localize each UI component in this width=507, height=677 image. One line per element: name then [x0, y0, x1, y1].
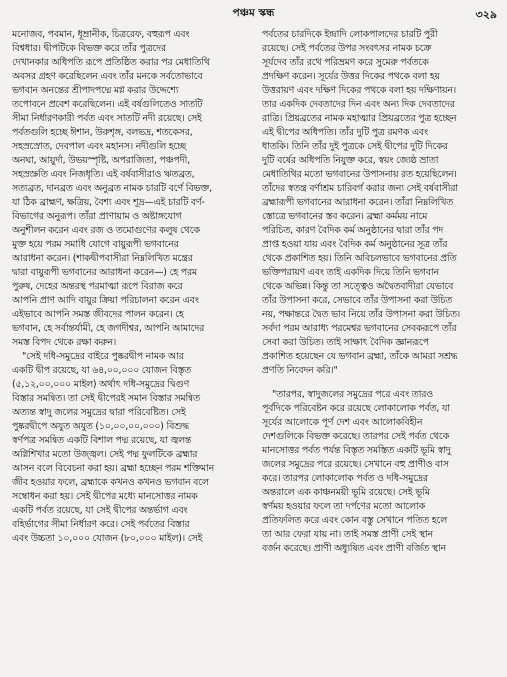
text-line: ভগবান, হে সর্বান্তর্যামী, হে জগদীশ্বর, আপনি আমাদের: [12, 323, 205, 334]
text-line: ভক্তিপরায়ণ এবং তাই একদিক দিয়ে তিনি ভগবান: [262, 267, 439, 278]
text-line: সম্বোধন করা হয়। সেই দ্বীপের মধ্যে মানসোত্তর নামক: [12, 491, 198, 502]
text-line: তাঁর উপাসনা করে, সেভাবে তাঁর উপাসনা করা উচিত: [262, 295, 453, 306]
text-line: রয়েছে। সেই পর্বতের উপর সংবৎসর নামক চক্রে: [262, 43, 432, 54]
text-line: প্রকাশিত হয়েছেন যে ভগবান ব্রহ্মা, তাঁকে আমরা সশ্রদ্ধ: [262, 351, 458, 362]
text-line: সহস্রস্রোত, দেবপাল এবং মহানস। নদীগুলি হচ্ছে: [12, 141, 186, 152]
text-line: ভগবান অনন্তের শ্রীপাদপদ্মে মগ্ন করার উদ্দেশ্যে: [12, 85, 179, 96]
text-line: এবং উচ্চতা ১০,০০০ যোজন (৮০,০০০ মাইল)। সেই: [12, 533, 203, 544]
text-line: অন্তরালে এক কাঞ্চনময়ী ভূমি রয়েছে। সেই ভূমি: [262, 487, 430, 498]
text-line: সহস্রস্রুতি এবং নিজধৃতি। এই বর্ষবাসীরাও ঋতব্রত,: [12, 169, 195, 180]
text-line: তা আর ফেরা যায় না। তাই সমস্ত প্রাণী সেই স্থান: [262, 529, 433, 540]
left-text-column: [12, 28, 244, 546]
text-line: মনোজব, পবমান, ধূম্রানীক, চিত্ররেফ, বহুরূপ এবং: [12, 29, 190, 40]
text-line: এইভাবে আপনি সমস্ত জীবদের পালন করেন। হে: [12, 309, 184, 320]
text-line: তার একদিক দেবতাদের দিন এবং অন্য দিক দেবতাদের: [262, 99, 455, 110]
text-line: অগ্নিশিখার মতো উজ্জ্বল। সেই পদ্ম ফুলটিকে ব্রহ্মার: [12, 449, 198, 460]
text-line: আপনি প্রাণ আদি বায়ুর ক্রিয়া পরিচালনা করেন এবং: [12, 295, 199, 306]
chapter-title: পঞ্চম স্কন্ধ: [232, 7, 275, 19]
text-line: একটি দ্বীপ রয়েছে, যা ৬৪,০০,০০০ যোজন বিস্তৃত: [12, 365, 191, 376]
text-line: অবসর গ্রহণ করেছিলেন এবং তাঁর মনকে সর্বতোভাবে: [12, 71, 203, 82]
text-line: অনঘা, আয়ুর্দা, উভয়স্পৃষ্টি, অপরাজিতা, পঞ্চপদী,: [12, 155, 190, 166]
page-number: ৩২৯: [475, 8, 497, 21]
text-line: থেকে অভিন্ন। কিন্তু তা সত্ত্বেও অদ্বৈতবাদীরা যেভাবে: [262, 281, 454, 292]
text-line: সূর্যের আলোকে পূর্ণ দেশ এবং আলোকবিহীন: [262, 417, 423, 428]
text-line: "সেই দধি-সমুদ্রের বাইরে পুষ্করদ্বীপ নামক আর: [22, 351, 184, 362]
text-line: অত্যন্ত স্বাদু জলের সমুদ্রের দ্বারা পরিবেষ্টিত। সেই: [12, 407, 186, 418]
text-line: সেবা করা উচিত। তাই সাক্ষাৎ বৈদিক জ্ঞানরূপে: [262, 337, 429, 348]
text-line: জীব হওয়ার ফলে, ব্রহ্মাকে কখনও কখনও ভগবান বলে: [12, 477, 209, 488]
text-line: জলের সমুদ্রের পরে রয়েছে। সেখানে বহু প্রাণীও বাস: [262, 459, 449, 470]
text-line: বিশ্বধার। দ্বীপটিকে বিভক্ত করে তাঁর পুত্রদের: [12, 43, 166, 54]
text-line: পরিচিত, কারণ বৈদিক কর্ম অনুষ্ঠানের দ্বারা তাঁর পদ: [262, 225, 444, 236]
text-line: স্বর্ণময় হওয়ার ফলে তা দর্পণের মতো আলোক: [262, 501, 425, 512]
text-line: দুটি বর্ষের অধিপতি নিযুক্ত করে, স্বয়ং জ্যেষ্ঠ ভ্রাতা: [262, 155, 439, 166]
text-line: দ্বারা বায়ুরূপী ভগবানের আরাধনা করেন—) হে পরম: [12, 267, 197, 278]
text-line: প্রতিফলিত করে এবং কোন বস্তু সেখানে পতিত হলে: [262, 515, 448, 526]
text-line: সমস্ত বিপদ থেকে রক্ষা করুন।: [12, 337, 117, 348]
text-line: বর্জন করেছে। প্রাণী অধ্যুষিত এবং প্রাণী বর্জিত স্থান: [262, 543, 446, 554]
text-line: অনুশীলন করেন এবং রজ ও তমোগুণের কলুষ থেকে: [12, 225, 200, 236]
text-line: যা ঠিক ব্রাহ্মণ, ক্ষত্রিয়, বৈশ্য এবং শূদ্র—এই চারটি বর্ণ-: [12, 197, 205, 208]
text-line: সত্যব্রত, দানব্রত এবং অনুব্রত নামক চারটি বর্ণে বিভক্ত,: [12, 183, 212, 194]
text-line: পূর্বদিকে পরিবেষ্টন করে রয়েছে লোকালোক পর্বত, যা: [262, 403, 450, 414]
text-line: ব্রহ্মারূপী ভগবানের আরাধনা করেন। তাঁরা নিম্নলিখিত: [262, 197, 454, 208]
text-line: আসন বলে বিবেচনা করা হয়। ব্রহ্মা হচ্ছেন পরম শক্তিমান: [12, 463, 214, 474]
text-line: প্রাপ্ত হওয়া যায় এবং বৈদিক কর্ম অনুষ্ঠানের সূত্র তাঁর: [262, 239, 448, 250]
text-line: সর্বদা পরম আরাধ্য পরমেশ্বর ভগবানের সেবকরূপে তাঁর: [262, 323, 457, 334]
text-line: দেখানকার অধিপতি রূপে প্রতিষ্ঠিত করার পর মেধাতিথি: [12, 57, 210, 68]
text-line: বহির্ভাগের সীমা নির্ধারণ করে। সেই পর্বতের বিস্তার: [12, 519, 190, 530]
text-line: রাত্রি। প্রিয়ব্রতের নামক মহাত্মার প্রিয়ব্রতের পুত্র হচ্ছেন: [262, 113, 457, 124]
text-line: পুরুষ, দেহের অন্তরস্থ পরমাত্মা রূপে বিরাজ করে: [12, 281, 183, 292]
text-line: একটি পর্বত রয়েছে, যা সেই দ্বীপের অন্তর্ভাগ এবং: [12, 505, 188, 516]
text-line: মুক্ত হয়ে পরম সমাধি যোগে বায়ুরূপী ভগবানের: [12, 239, 179, 250]
text-line: থেকে প্রকাশিত হয়। তিনি অবিচলভাবে ভগবানের প্রতি: [262, 253, 457, 264]
text-line: পুষ্করদ্বীপে অযুত অযুত (১০,০০,০০,০০০) বিশুদ্ধ: [12, 421, 189, 432]
text-line: দেশগুলিকে বিভক্ত করেছে। তারপর সেই পর্বত থেকে: [262, 431, 450, 442]
text-line: নয়, পক্ষান্তরে দ্বৈত ভাব নিয়ে তাঁর উপাসনা করা উচিত।: [262, 309, 460, 320]
text-line: (৫,১২,০০,০০০ মাইল) অর্থাৎ দধি-সমুদ্রের দ্বিগুণ: [12, 379, 190, 390]
text-line: মেধাতিথির মতো ভগবানের উপাসনায় রত হয়েছিলেন।: [262, 169, 457, 180]
text-line: তপোবনে প্রবেশ করেছিলেন। এই বর্ষগুলিতেও সাতটি: [12, 99, 203, 110]
text-line: সীমা নির্ধারণকারী পর্বত এবং সাতটি নদী রয়েছে। সেই: [12, 113, 202, 124]
page-header: [0, 6, 507, 22]
text-line: প্রণতি নিবেদন করি।": [262, 365, 338, 376]
right-text-column: [262, 28, 494, 556]
text-line: আরাধনা করেন। (শাকদ্বীপবাসীরা নিম্নলিখিত মন্ত্রের: [12, 253, 193, 264]
paragraph-gap: [262, 378, 494, 388]
text-line: স্বর্ণপত্র সমন্বিত একটি বিশাল পদ্ম রয়েছে, যা জ্বলন্ত: [12, 435, 192, 446]
text-line: তাঁদের স্বতন্ত্র বর্ণাশ্রম চারিবর্গ করার জন্য সেই বর্ষবাসীরা: [262, 183, 458, 194]
text-line: পর্বতগুলি হচ্ছে ঈশান, উরুশৃঙ্গ, বলভদ্র, শতকেসর,: [12, 127, 193, 138]
text-line: এই দ্বীপের অধিপতি। তাঁর দুটি পুত্র রমণক এবং: [262, 127, 428, 138]
text-line: বিস্তার সমন্বিত। তা সেই দ্বীপেরই সমান বিস্তার সমন্বিত: [12, 393, 200, 404]
text-line: মানসোত্তর পর্বত পর্যন্ত বিস্তৃত সমস্তিত একটি ভূমি স্বাদু: [262, 445, 451, 456]
text-line: ধাতকি। তিনি তাঁর দুই পুত্রকে সেই দ্বীপের দুটি দিকের: [262, 141, 448, 152]
text-line: "তারপর, স্বাদুজলের সমুদ্রের পরে এবং তারও: [272, 389, 433, 400]
text-line: বিভাগের অনুরূপ। তাঁরা প্রাণায়াম ও অষ্টাঙ্গযোগ: [12, 211, 182, 222]
text-line: পর্বতের চারদিকে ইন্দ্রাদি লোকপালদের চারটি পুরী: [262, 29, 438, 40]
text-line: প্রদক্ষিণ করেন। সূর্যের উত্তর দিকের পথকে বলা হয়: [262, 71, 440, 82]
text-line: স্তোত্রে ভগবানের স্তব করেন। ব্রহ্মা কর্মময় নামে: [262, 211, 428, 222]
text-line: করে। তারপর লোকালোক পর্বত ও দধি-সমুদ্রের: [262, 473, 428, 484]
text-line: সূর্যদেব তাঁর রথে পরিভ্রমণ করে সুমেরু পর্বতকে: [262, 57, 429, 68]
text-line: উত্তরায়ণ এবং দক্ষিণ দিকের পথকে বলা হয় দক্ষিণায়ন।: [262, 85, 456, 96]
